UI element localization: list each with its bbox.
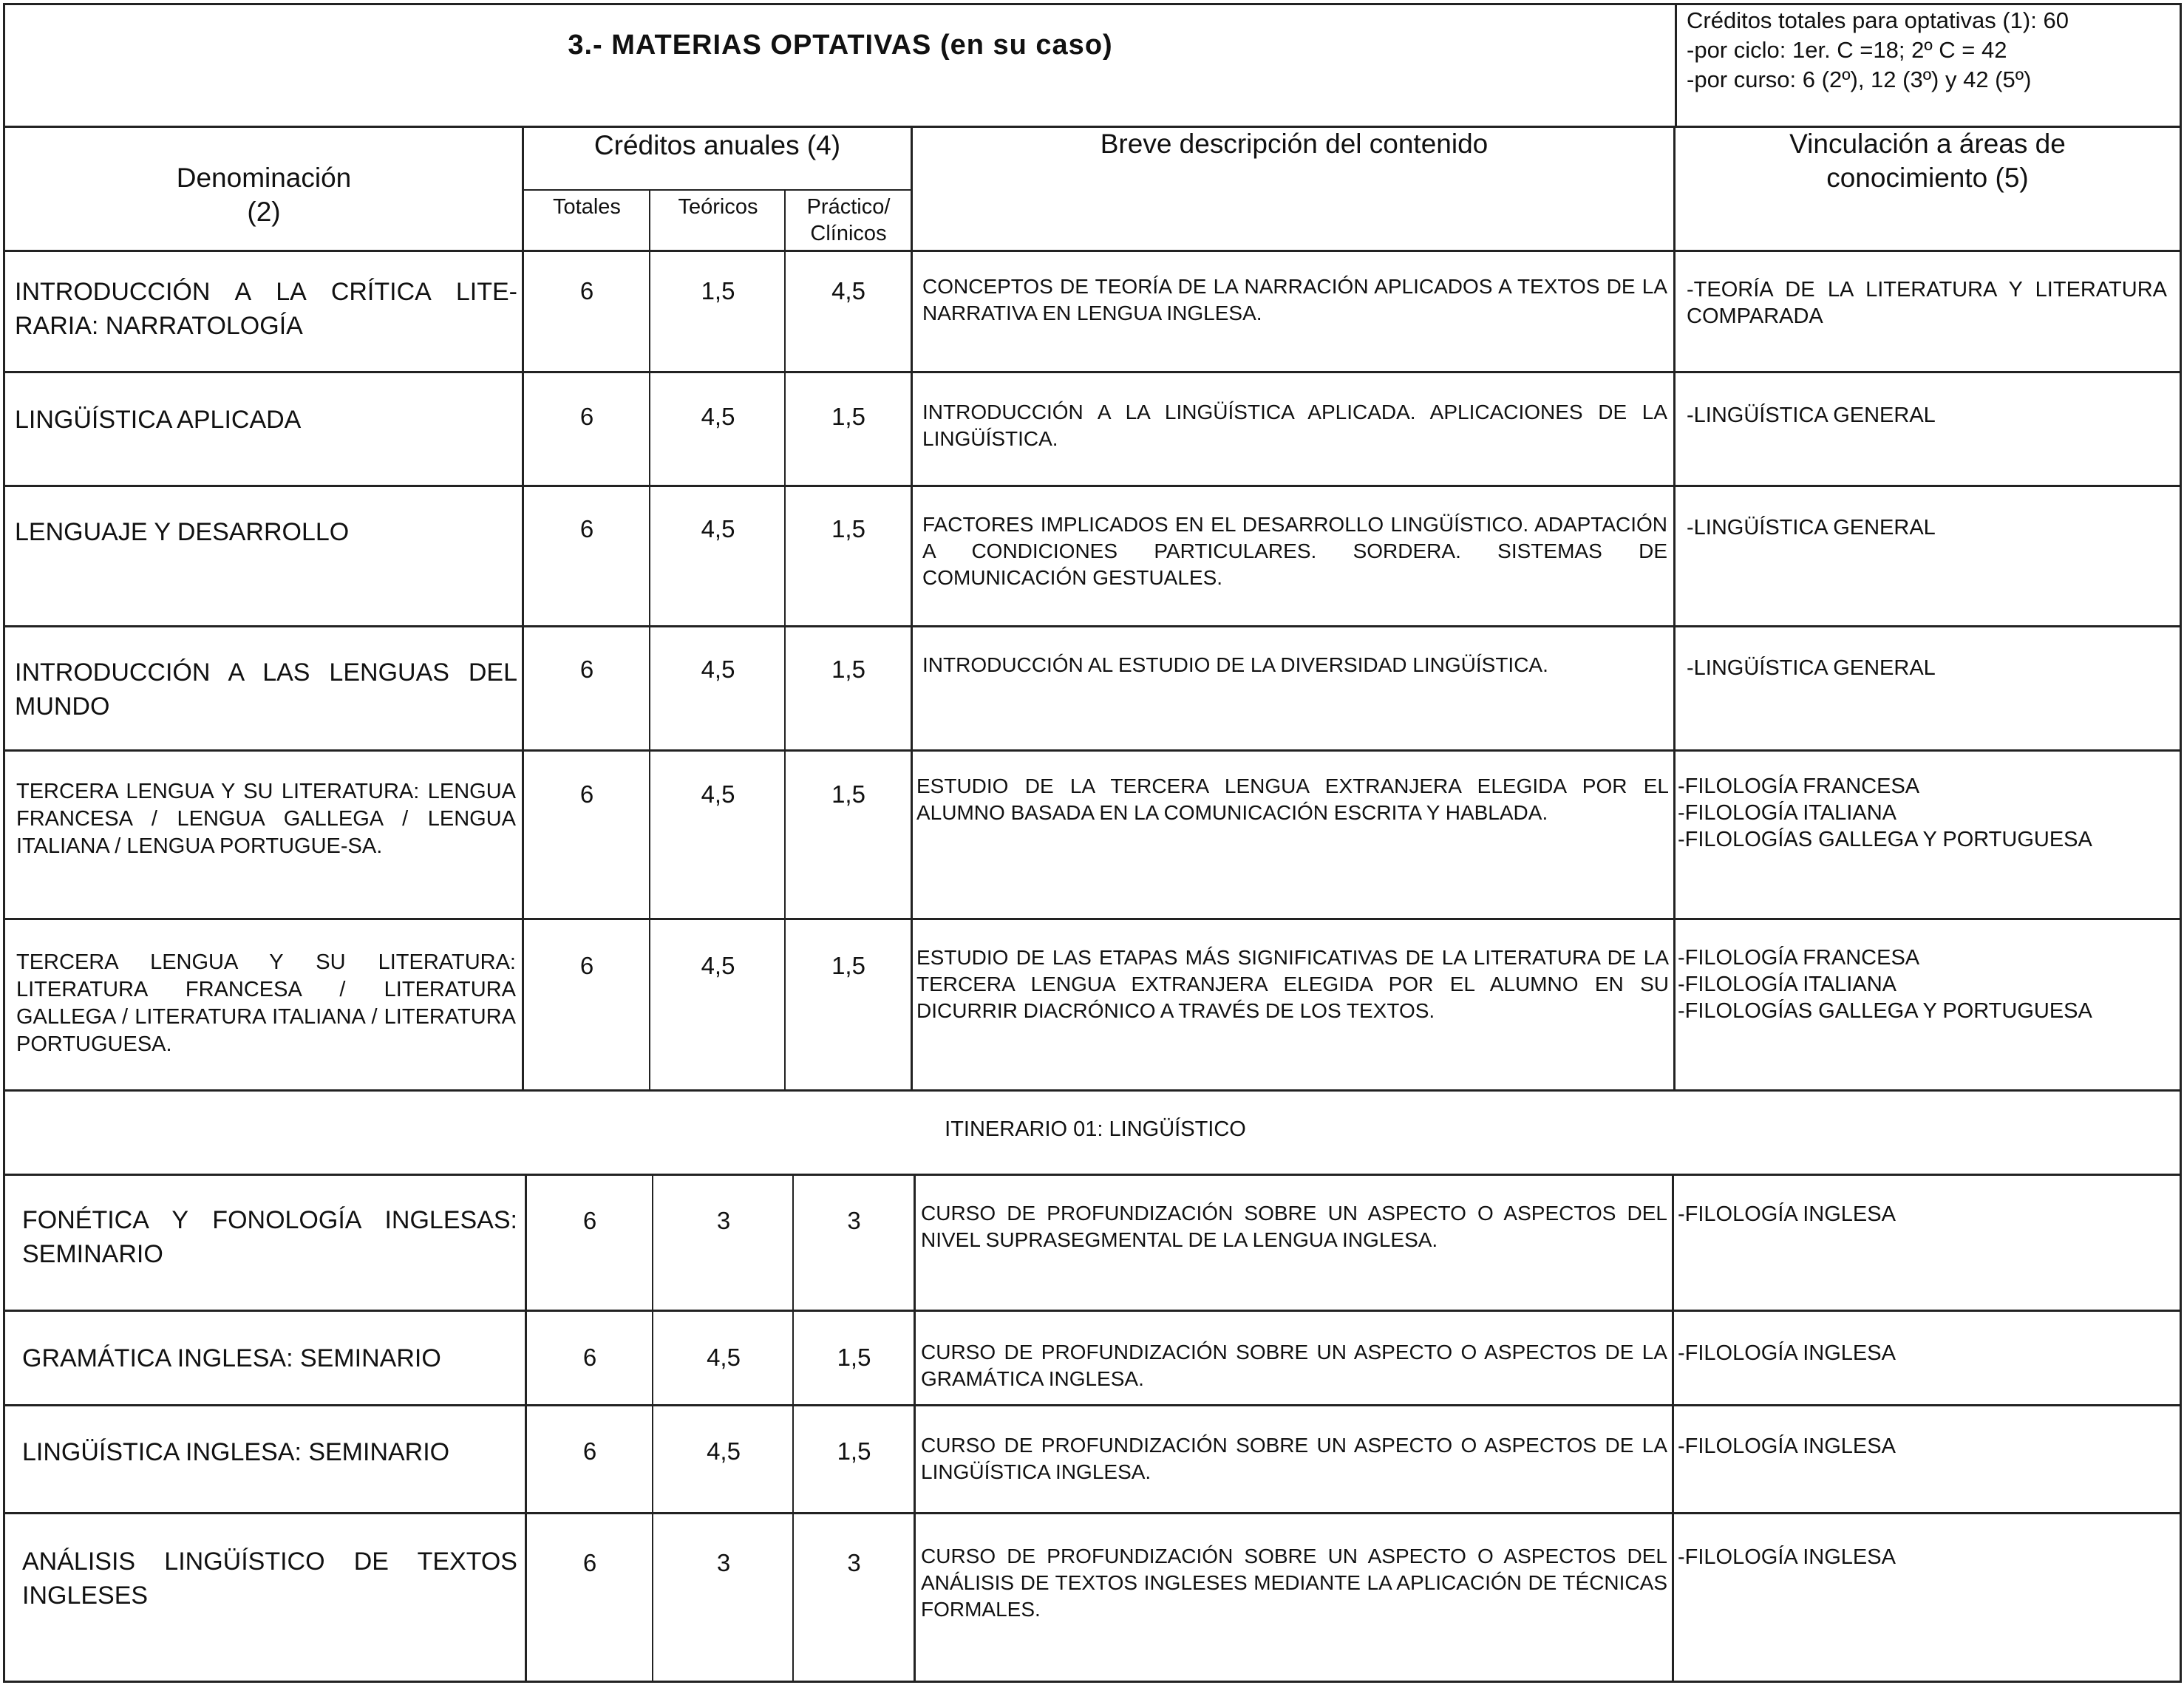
credits-practicos: 3 bbox=[847, 1549, 861, 1576]
credits-practicos: 3 bbox=[847, 1207, 861, 1234]
subject-name: LINGÜÍSTICA INGLESA: SEMINARIO bbox=[22, 1438, 450, 1466]
grid-line bbox=[523, 189, 911, 191]
subject-name: LINGÜÍSTICA APLICADA bbox=[15, 406, 302, 434]
grid-line bbox=[1675, 3, 1677, 127]
grid-line bbox=[3, 1310, 2182, 1312]
subject-areas bbox=[1678, 1544, 2177, 1570]
subject-name: INTRODUCCIÓN A LAS LENGUAS DEL MUNDO bbox=[15, 658, 517, 721]
grid-line bbox=[3, 1089, 2182, 1092]
credits-summary bbox=[1687, 6, 2174, 102]
area-item: -FILOLOGÍAS GALLEGA Y PORTUGUESA bbox=[1678, 828, 2092, 851]
credits-teoricos: 3 bbox=[716, 1207, 731, 1234]
subject-description: CURSO DE PROFUNDIZACIÓN SOBRE UN ASPECTO O ASPECTOS DE LA LINGÜÍSTICA INGLESA. bbox=[921, 1434, 1667, 1483]
grid-line bbox=[3, 918, 2182, 920]
grid-line bbox=[3, 749, 2182, 752]
subject-areas bbox=[1687, 402, 2167, 429]
practicos-line2: Clínicos bbox=[810, 222, 887, 245]
grid-line bbox=[525, 1174, 527, 1682]
area-item: -FILOLOGÍA INGLESA bbox=[1678, 1341, 1896, 1365]
area-item: -FILOLOGÍA INGLESA bbox=[1678, 1202, 1896, 1226]
credits-teoricos: 4,5 bbox=[701, 780, 735, 808]
subject-areas bbox=[1687, 276, 2167, 330]
column-header-totales: Totales bbox=[553, 195, 621, 219]
credits-teoricos: 3 bbox=[716, 1549, 731, 1576]
grid-line bbox=[3, 1512, 2182, 1514]
vinculacion-line1: Vinculación a áreas de bbox=[1789, 129, 2066, 159]
grid-line bbox=[3, 3, 5, 1683]
grid-line bbox=[3, 126, 2182, 128]
credits-totales: 6 bbox=[579, 403, 594, 430]
subject-description: ESTUDIO DE LA TERCERA LENGUA EXTRANJERA ELEGIDA POR EL ALUMNO BASADA EN LA COMUNICACIÓN ESCRITA Y HABLADA. bbox=[916, 775, 1669, 824]
credits-totales: 6 bbox=[579, 780, 594, 808]
column-header-vinculacion bbox=[1676, 127, 2179, 201]
subject-areas bbox=[1678, 944, 2177, 1024]
credits-teoricos: 4,5 bbox=[701, 515, 735, 542]
credits-totales: 6 bbox=[582, 1549, 597, 1576]
column-header-descripcion: Breve descripción del contenido bbox=[1100, 129, 1489, 159]
grid-line bbox=[3, 485, 2182, 487]
grid-line bbox=[652, 1174, 653, 1682]
area-item: -FILOLOGÍA FRANCESA bbox=[1678, 775, 1920, 798]
subject-areas bbox=[1678, 1201, 2177, 1228]
subject-name: TERCERA LENGUA Y SU LITERATURA: LITERATURA FRANCESA / LITERATURA GALLEGA / LITERATURA ITALIANA / LITERATURA PORTUGUESA. bbox=[16, 950, 516, 1056]
grid-line bbox=[3, 371, 2182, 373]
area-item: -LINGÜÍSTICA GENERAL bbox=[1687, 656, 1936, 680]
grid-line bbox=[649, 189, 650, 1091]
credits-totales: 6 bbox=[579, 515, 594, 542]
grid-line bbox=[3, 1681, 2182, 1683]
grid-line bbox=[3, 3, 2182, 5]
area-item: -FILOLOGÍAS GALLEGA Y PORTUGUESA bbox=[1678, 999, 2092, 1023]
area-item: -LINGÜÍSTICA GENERAL bbox=[1687, 404, 1936, 427]
subject-areas bbox=[1687, 655, 2167, 681]
credits-teoricos: 4,5 bbox=[707, 1437, 741, 1465]
area-item: -FILOLOGÍA INGLESA bbox=[1678, 1545, 1896, 1569]
grid-line bbox=[2180, 3, 2182, 1683]
credits-course-line: -por curso: 6 (2º), 12 (3º) y 42 (5º) bbox=[1687, 67, 2032, 92]
area-item: -FILOLOGÍA ITALIANA bbox=[1678, 801, 1896, 825]
credits-practicos: 1,5 bbox=[831, 952, 865, 979]
subject-name: INTRODUCCIÓN A LA CRÍTICA LITE-RARIA: NARRATOLOGÍA bbox=[15, 278, 517, 340]
column-header-denominacion bbox=[9, 161, 519, 235]
subject-name: LENGUAJE Y DESARROLLO bbox=[15, 518, 350, 546]
grid-line bbox=[911, 126, 913, 1091]
grid-line bbox=[3, 1404, 2182, 1406]
credits-totales: 6 bbox=[582, 1437, 597, 1465]
credits-practicos: 1,5 bbox=[831, 403, 865, 430]
credits-practicos: 1,5 bbox=[837, 1437, 871, 1465]
subject-description: FACTORES IMPLICADOS EN EL DESARROLLO LINGÜÍSTICO. ADAPTACIÓN A CONDICIONES PARTICULARES. SORDERA. SISTEMAS DE COMUNICACIÓN GESTUALES. bbox=[922, 513, 1667, 589]
credits-teoricos: 1,5 bbox=[701, 277, 735, 304]
credits-totales: 6 bbox=[579, 656, 594, 683]
vinculacion-line2: conocimiento (5) bbox=[1826, 163, 2029, 193]
subject-description: CURSO DE PROFUNDIZACIÓN SOBRE UN ASPECTO O ASPECTOS DEL ANÁLISIS DE TEXTOS INGLESES MEDIANTE LA APLICACIÓN DE TÉCNICAS FORMALES. bbox=[921, 1545, 1667, 1621]
credits-practicos: 1,5 bbox=[831, 656, 865, 683]
grid-line bbox=[1673, 126, 1676, 1091]
grid-line bbox=[3, 625, 2182, 627]
practicos-line1: Práctico/ bbox=[806, 195, 891, 219]
credits-totales: 6 bbox=[582, 1344, 597, 1371]
subject-description: INTRODUCCIÓN A LA LINGÜÍSTICA APLICADA. APLICACIONES DE LA LINGÜÍSTICA. bbox=[922, 401, 1667, 450]
credits-total-line: Créditos totales para optativas (1): 60 bbox=[1687, 7, 2069, 33]
itinerary-heading: ITINERARIO 01: LINGÜÍSTICO bbox=[945, 1117, 1246, 1141]
credits-practicos: 4,5 bbox=[831, 277, 865, 304]
credits-totales: 6 bbox=[582, 1207, 597, 1234]
grid-line bbox=[3, 250, 2182, 252]
grid-line bbox=[522, 126, 524, 1091]
credits-cycle-line: -por ciclo: 1er. C =18; 2º C = 42 bbox=[1687, 37, 2007, 63]
grid-line bbox=[1672, 1174, 1674, 1682]
page-title: 3.- MATERIAS OPTATIVAS (en su caso) bbox=[568, 30, 1113, 61]
credits-teoricos: 4,5 bbox=[707, 1344, 741, 1371]
subject-name: FONÉTICA Y FONOLOGÍA INGLESAS: SEMINARIO bbox=[22, 1206, 517, 1268]
credits-teoricos: 4,5 bbox=[701, 952, 735, 979]
credits-practicos: 1,5 bbox=[831, 515, 865, 542]
subject-description: CONCEPTOS DE TEORÍA DE LA NARRACIÓN APLICADOS A TEXTOS DE LA NARRATIVA EN LENGUA INGLESA. bbox=[922, 275, 1667, 324]
subject-description: ESTUDIO DE LAS ETAPAS MÁS SIGNIFICATIVAS DE LA LITERATURA DE LA TERCERA LENGUA EXTRANJERA ELEGIDA POR EL ALUMNO EN SU DICURRIR DIACRÓNICO A TRAVÉS DE LOS TEXTOS. bbox=[916, 946, 1669, 1022]
credits-teoricos: 4,5 bbox=[701, 403, 735, 430]
column-header-creditos: Créditos anuales (4) bbox=[593, 130, 841, 160]
subject-description: INTRODUCCIÓN AL ESTUDIO DE LA DIVERSIDAD LINGÜÍSTICA. bbox=[922, 653, 1548, 676]
area-item: -FILOLOGÍA ITALIANA bbox=[1678, 973, 1896, 996]
subject-name: GRAMÁTICA INGLESA: SEMINARIO bbox=[22, 1344, 441, 1372]
subject-name: ANÁLISIS LINGÜÍSTICO DE TEXTOS INGLESES bbox=[22, 1548, 517, 1610]
grid-line bbox=[784, 189, 786, 1091]
grid-line bbox=[3, 1174, 2182, 1176]
subject-areas bbox=[1678, 1433, 2177, 1460]
credits-practicos: 1,5 bbox=[831, 780, 865, 808]
column-header-teoricos: Teóricos bbox=[678, 195, 758, 219]
credits-teoricos: 4,5 bbox=[701, 656, 735, 683]
subject-description: CURSO DE PROFUNDIZACIÓN SOBRE UN ASPECTO O ASPECTOS DE LA GRAMÁTICA INGLESA. bbox=[921, 1341, 1667, 1390]
credits-totales: 6 bbox=[579, 277, 594, 304]
subject-areas bbox=[1687, 514, 2167, 541]
denominacion-note: (2) bbox=[247, 197, 281, 227]
subject-description: CURSO DE PROFUNDIZACIÓN SOBRE UN ASPECTO O ASPECTOS DEL NIVEL SUPRASEGMENTAL DE LA LENGUA INGLESA. bbox=[921, 1202, 1667, 1251]
area-item: -LINGÜÍSTICA GENERAL bbox=[1687, 516, 1936, 539]
grid-line bbox=[914, 1174, 916, 1682]
subject-name: TERCERA LENGUA Y SU LITERATURA: LENGUA FRANCESA / LENGUA GALLEGA / LENGUA ITALIANA / LENGUA PORTUGUE-SA. bbox=[16, 780, 516, 858]
subject-areas bbox=[1678, 773, 2177, 853]
subject-areas bbox=[1678, 1340, 2177, 1366]
grid-line bbox=[792, 1174, 794, 1682]
denominacion-label: Denominación bbox=[176, 163, 352, 193]
area-item: -TEORÍA DE LA LITERATURA Y LITERATURA COMPARADA bbox=[1687, 278, 2167, 328]
credits-practicos: 1,5 bbox=[837, 1344, 871, 1371]
column-header-practicos bbox=[786, 194, 911, 253]
credits-totales: 6 bbox=[579, 952, 594, 979]
area-item: -FILOLOGÍA FRANCESA bbox=[1678, 946, 1920, 970]
area-item: -FILOLOGÍA INGLESA bbox=[1678, 1434, 1896, 1458]
